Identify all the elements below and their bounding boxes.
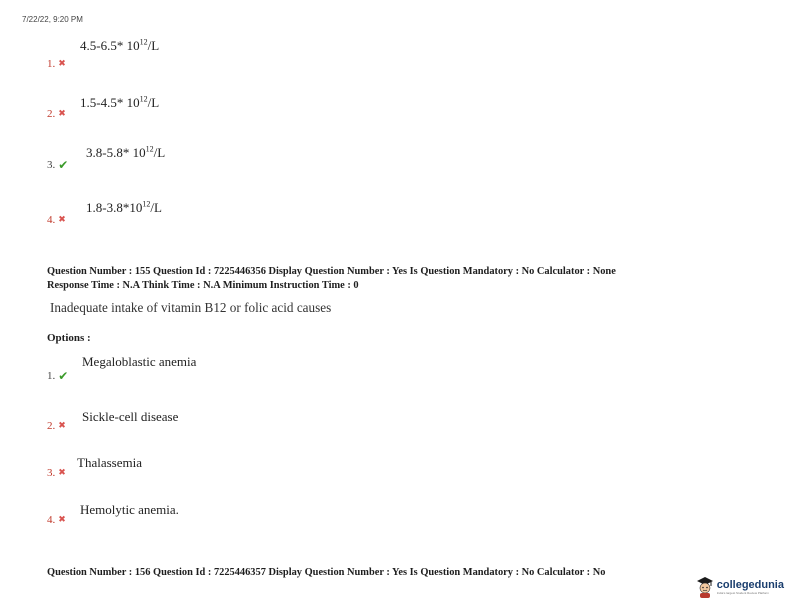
option-1-number: 1. ✔ [47,369,69,383]
option-2-text: Sickle-cell disease [82,409,179,424]
option-3-text: Thalassemia [77,455,142,470]
option-2-number: 2. ✖ [47,420,66,432]
option-4-number: 4. ✖ [47,514,66,526]
wrong-mark-icon: ✖ [58,467,66,478]
prev-option-1-number: 1. ✖ [47,58,66,70]
prev-option-4-text: $1.8-3.8*10^{12}/L$ [86,199,162,215]
prev-option-2-text: 1.5-4.5* $10^{12}/L$ [80,94,160,110]
options-label: Options : [47,332,91,344]
prev-option-3-number: 3. ✔ [47,158,69,172]
correct-check-icon: ✔ [58,158,69,172]
wrong-mark-icon: ✖ [58,108,66,119]
student-mascot-icon [696,576,714,598]
next-question-meta-line-1: Question Number : 156 Question Id : 7225446357 Display Question Number : Yes Is Question Mandatory : No Calculator : No [47,567,606,578]
option-1-text: Megaloblastic anemia [82,354,197,369]
prev-option-1-text: 4.5-6.5* $10^{12}/L$ [80,37,160,53]
logo-wordmark: collegedunia [716,578,784,591]
question-meta-line-1: Question Number : 155 Question Id : 7225446356 Display Question Number : Yes Is Question Mandatory : No Calculator : None [47,266,616,277]
wrong-mark-icon: ✖ [58,58,66,69]
wrong-mark-icon: ✖ [58,420,66,431]
correct-check-icon: ✔ [58,369,69,383]
prev-option-2-number: 2. ✖ [47,108,66,120]
collegedunia-logo [696,576,784,598]
option-3-number: 3. ✖ [47,467,66,479]
wrong-mark-icon: ✖ [58,514,66,525]
question-text: Inadequate intake of vitamin B12 or folic acid causes [50,300,332,315]
question-meta-line-2: Response Time : N.A Think Time : N.A Minimum Instruction Time : 0 [47,280,359,291]
prev-option-3-text: 3.8-5.8* $10^{12}/L$ [86,144,166,160]
print-timestamp: 7/22/22, 9:20 PM [22,15,83,24]
wrong-mark-icon: ✖ [58,214,66,225]
prev-option-4-number: 4. ✖ [47,214,66,226]
logo-tagline: India's largest Student Review Platform [716,590,770,595]
option-4-text: Hemolytic anemia. [80,502,179,517]
